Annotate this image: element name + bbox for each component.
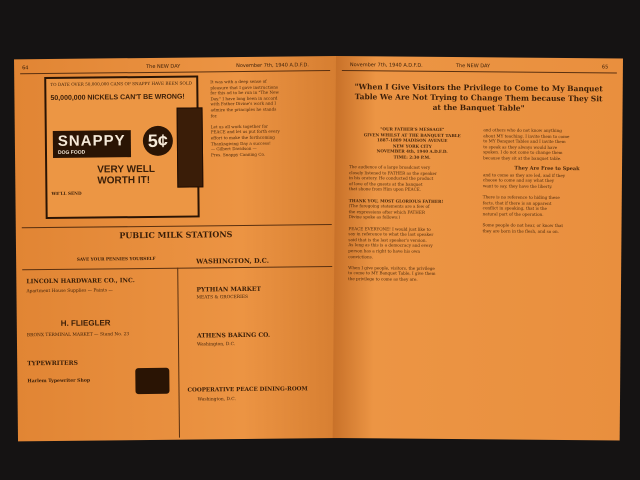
article-line: spoken. I do not come to change them	[483, 149, 563, 156]
article-line: and to come as they are led, and if they	[482, 172, 566, 178]
typewriter-icon	[135, 368, 169, 394]
washington-header: WASHINGTON, D.C.	[196, 256, 270, 266]
ad-top-text: TO DATE OVER 50,000,000 CANS OF SNAPPY HAVE BEEN SOLD	[50, 80, 192, 87]
ad-typewriters-name: TYPEWRITERS	[27, 359, 78, 368]
note-line: Pres. Snappy Canning Co.	[210, 151, 266, 158]
article-line: convictions.	[348, 253, 374, 259]
ad-send-line: WE'LL SEND	[51, 190, 82, 196]
article-line: Divine spoke as follows:)	[348, 214, 401, 220]
message-head-line: "OUR FATHER'S MESSAGE"	[380, 126, 445, 132]
right-header-title: The NEW DAY	[455, 63, 491, 70]
article-line: say in reference to what the last speaker	[348, 231, 434, 237]
right-page	[333, 56, 623, 440]
left-header-rule	[20, 70, 330, 74]
article-line: to MY Banquet Tables and I invite them	[483, 138, 566, 145]
ad-cooperative-name: COOPERATIVE PEACE DINING-ROOM	[187, 386, 308, 394]
note-line: pleasure that I gave instructions	[210, 84, 278, 90]
article-line: the privilege to come as they are.	[348, 275, 418, 282]
note-line: for.	[210, 112, 218, 118]
article-line: about MY teaching. I invite them to come	[483, 132, 570, 139]
article-line: that shone from Him upon PEACE.	[348, 186, 422, 193]
milk-stations-title: PUBLIC MILK STATIONS	[119, 229, 233, 241]
article-line: conflict in speaking, that is the	[482, 205, 547, 212]
price-badge: 5¢	[143, 126, 173, 156]
right-header-date: November 7th, 1940 A.D.F.D.	[349, 62, 423, 69]
left-page-number: 64	[22, 65, 29, 72]
article-column-1	[348, 164, 477, 283]
note-line: Day." I have long been in accord	[210, 95, 278, 102]
article-line: choose to come and say what they	[482, 177, 555, 184]
ad-pythian-line: MEATS & GROCERIES	[196, 294, 249, 301]
article-line: closely listened to FATHER as the speaker	[348, 169, 437, 176]
article-line: PEACE EVERYONE! I would just like to	[348, 225, 431, 232]
article-line: want to say, they have the liberty.	[482, 183, 553, 189]
right-header-rule	[342, 70, 617, 73]
note-line: — Gilbert Davidson —	[210, 145, 257, 152]
article-line: Some people do not hear, or know that	[482, 222, 564, 229]
milk-stations-subtitle: SAVE YOUR PENNIES YOURSELF	[76, 255, 156, 262]
article-line: to come to MY Banquet Table, I give them	[348, 270, 436, 277]
message-head-line: NEW YORK CITY	[392, 143, 432, 149]
message-head-line: GIVEN WHILST AT THE BANQUET TABLE	[363, 131, 461, 138]
article-line: of love of the guests at the banquet	[348, 180, 423, 187]
product-text: DOG FOOD	[57, 149, 86, 156]
ad-headline: 50,000,000 NICKELS CAN'T BE WRONG!	[50, 93, 185, 102]
message-head-line: 1887-1889 MADISON AVENUE	[377, 137, 448, 144]
ad-athens-name: ATHENS BAKING CO.	[196, 331, 271, 340]
ad-athens-line: Washington, D.C.	[196, 342, 236, 348]
article-line: facts, that if there is an apparent	[482, 200, 552, 206]
note-line: admire the principles he stands	[210, 106, 277, 113]
article-line: natural part of the operation.	[482, 211, 544, 217]
ad-slogan	[97, 164, 155, 187]
left-header-title: The NEW DAY	[146, 63, 181, 70]
message-head-line: TIME: 2:30 P.M.	[393, 154, 431, 160]
ads-divider	[177, 268, 180, 438]
note-line: effort to make the forthcoming	[210, 134, 275, 141]
ad-lincoln-line: Apartment House Supplies — Paints —	[26, 288, 113, 295]
snappy-brand	[53, 130, 131, 158]
message-head-line: NOVEMBER 4th, 1940 A.D.F.D.	[376, 148, 448, 155]
ad-lincoln-name: LINCOLN HARDWARE CO., INC.	[26, 277, 135, 286]
note-line: Thanksgiving Day a success!	[210, 140, 271, 146]
article-line: the expressions after which FATHER	[348, 208, 425, 215]
dog-food-can-icon	[177, 107, 204, 187]
article-title: "When I Give Visitors the Privilege to Come to My Banquet Table We Are Not Trying to Change Them because They Sit at the Banquet Table"	[354, 82, 603, 113]
article-line: THANK YOU, MOST GLORIOUS FATHER!	[348, 197, 444, 204]
left-page	[14, 56, 340, 441]
note-line: for this ad to be run in "The New	[210, 89, 280, 96]
brand-text: SNAPPY	[57, 132, 126, 150]
ad-fliegler-line: BRONX TERMINAL MARKET — Stand No. 23	[26, 332, 130, 339]
ad-fliegler-name: H. FLIEGLER	[60, 318, 111, 328]
left-header-date: November 7th, 1940 A.D.F.D.	[236, 62, 310, 70]
article-line: person has a right to have his own	[348, 248, 421, 254]
note-line: Let us all work together for	[210, 123, 269, 130]
article-line: As long as this is a democracy and every	[348, 242, 433, 249]
note-line: PEACE and let us put forth every	[210, 128, 280, 135]
slogan-line-1: VERY WELL	[97, 163, 156, 176]
slogan-line-2: WORTH IT!	[97, 174, 151, 187]
article-column-2	[482, 127, 611, 234]
article-line: to speak as they always would have	[483, 144, 558, 150]
ad-typewriters-line: Harlem Typewriter Shop	[27, 378, 91, 385]
snappy-dog-food-ad	[44, 75, 199, 219]
side-note	[210, 78, 327, 158]
ad-pythian-name: PYTHIAN MARKET	[196, 285, 261, 294]
article-subhead: They Are Free to Speak	[514, 165, 580, 173]
ad-cooperative-line: Washington, D.C.	[197, 397, 236, 403]
section-rule	[22, 224, 332, 228]
message-heading	[349, 126, 475, 161]
article-line: and others who do not know anything	[483, 127, 562, 133]
article-line: (The foregoing statements are a few of	[348, 203, 430, 209]
note-line: It was with a deep sense of	[210, 78, 267, 85]
article-line: The audience of a large broadcast very	[349, 164, 431, 170]
article-line: in his oratory. He conducted the product	[348, 175, 434, 182]
article-line: When I give people, visitors, the privilege	[348, 264, 435, 271]
article-line: because they sit at the banquet table.	[483, 155, 562, 161]
article-line: There is no reference to hiding these	[482, 194, 560, 201]
article-line: said that is the last speaker's version.	[348, 236, 427, 243]
right-page-number: 65	[601, 64, 609, 71]
note-line: with Father Divine's work and I	[210, 101, 277, 107]
article-line: they are born in the flesh, and so on.	[482, 227, 559, 234]
